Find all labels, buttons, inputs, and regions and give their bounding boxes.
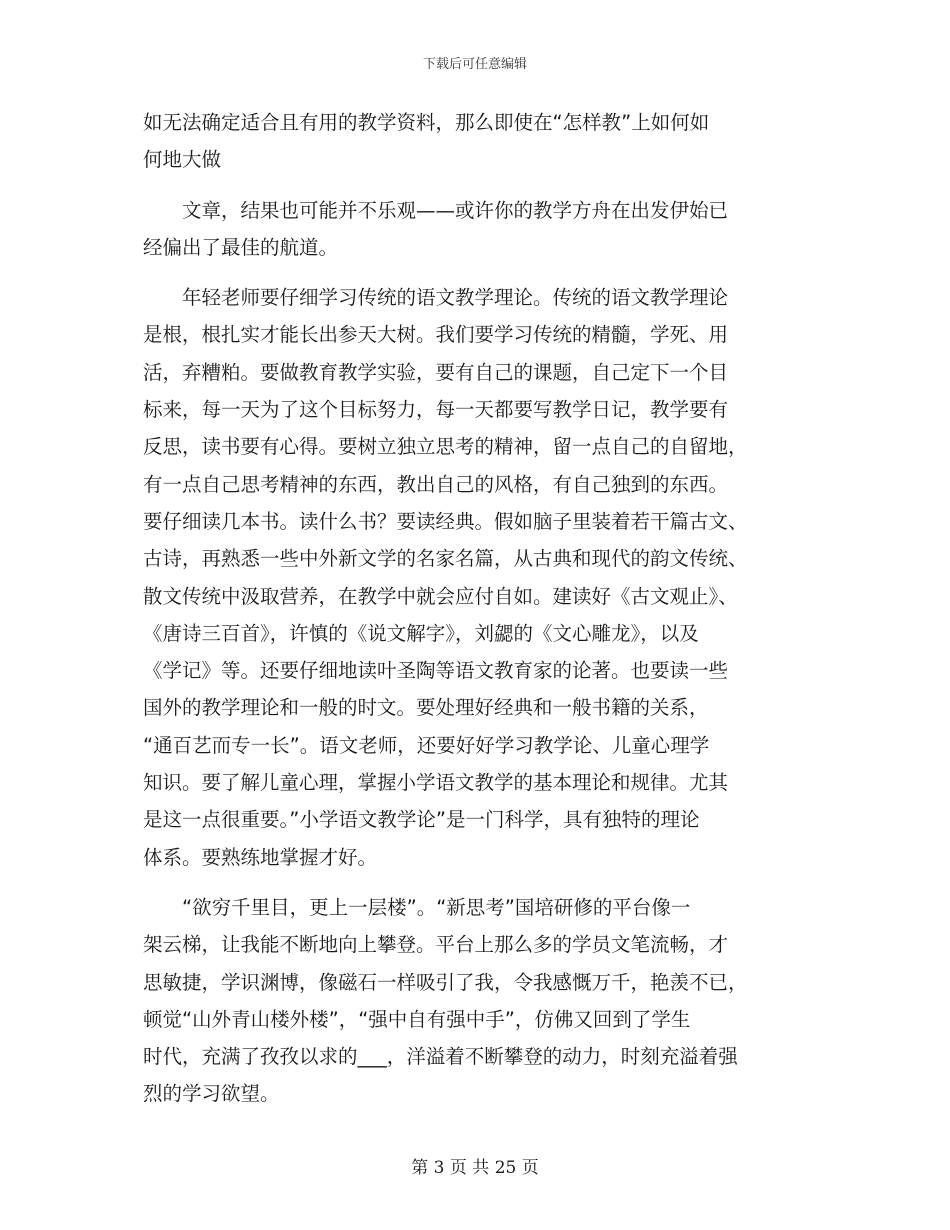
text-line: 如无法确定适合且有用的教学资料，那么即使在“怎样教”上如何如 — [143, 111, 710, 134]
text-line: 古诗，再熟悉一些中外新文学的名家名篇，从古典和现代的韵文传统、 — [143, 547, 748, 571]
document-body — [143, 104, 807, 1113]
text-line: 思敏捷，学识渊博，像磁石一样吸引了我，令我感慨万千，艳羡不已， — [143, 970, 748, 994]
text-line: 《学记》等。还要仔细地读叶圣陶等语文教育家的论著。也要读一些 — [143, 659, 729, 683]
text-line: 散文传统中汲取营养，在教学中就会应付自如。建读好《古文观止》、 — [143, 584, 738, 608]
text-line: “通百艺而专一长”。语文老师，还要好好学习教学论、儿童心理学 — [143, 733, 710, 757]
text-line: 反思，读书要有心得。要树立独立思考的精神，留一点自己的自留地， — [143, 435, 748, 459]
text-line: 活，弃糟粕。要做教育教学实验，要有自己的课题，自己定下一个目 — [143, 360, 729, 384]
text-line: 是根，根扎实才能长出参天大树。我们要学习传统的精髓，学死、用 — [143, 323, 729, 347]
text-line: 顿觉“山外青山楼外楼”，“强中自有强中手”，仿佛又回到了学生 — [143, 1007, 691, 1031]
text-line: “欲穷千里目，更上一层楼”。“新思考”国培研修的平台像一 — [182, 895, 691, 919]
text-line: 文章，结果也可能并不乐观——或许你的教学方舟在出发伊始已 — [182, 198, 729, 222]
page-footer: 第 3 页 共 25 页 — [411, 1158, 539, 1178]
text-line: 要仔细读几本书。读什么书？要读经典。假如脑子里装着若干篇古文、 — [143, 509, 748, 533]
text-line: 架云梯，让我能不断地向上攀登。平台上那么多的学员文笔流畅，才 — [143, 933, 729, 957]
text-line: 烈的学习欲望。 — [143, 1082, 280, 1106]
text-line: 是这一点很重要。”小学语文教学论”是一门科学，具有独特的理论 — [143, 808, 700, 832]
text-line: 年轻老师要仔细学习传统的语文教学理论。传统的语文教学理论 — [182, 286, 729, 310]
text-line: 何地大做 — [143, 148, 222, 172]
text-line: 标来，每一天为了这个目标努力，每一天都要写教学日记，教学要有 — [143, 398, 729, 422]
text-line: 《唐诗三百首》，许慎的《说文解字》，刘勰的《文心雕龙》，以及 — [143, 621, 699, 645]
text-line: 时代，充满了孜孜以求的___，洋溢着不断攀登的动力，时刻充溢着强 — [143, 1045, 738, 1069]
text-line: 国外的教学理论和一般的时文。要处理好经典和一般书籍的关系， — [143, 696, 709, 720]
text-line: 有一点自己思考精神的东西，教出自己的风格，有自己独到的东西。 — [143, 472, 729, 496]
text-line: 体系。要熟练地掌握才好。 — [143, 845, 378, 869]
text-line: 经偏出了最佳的航道。 — [143, 235, 339, 259]
page-header: 下载后可任意编辑 — [422, 57, 527, 72]
text-line: 知识。要了解儿童心理，掌握小学语文教学的基本理论和规律。尤其 — [143, 771, 729, 795]
